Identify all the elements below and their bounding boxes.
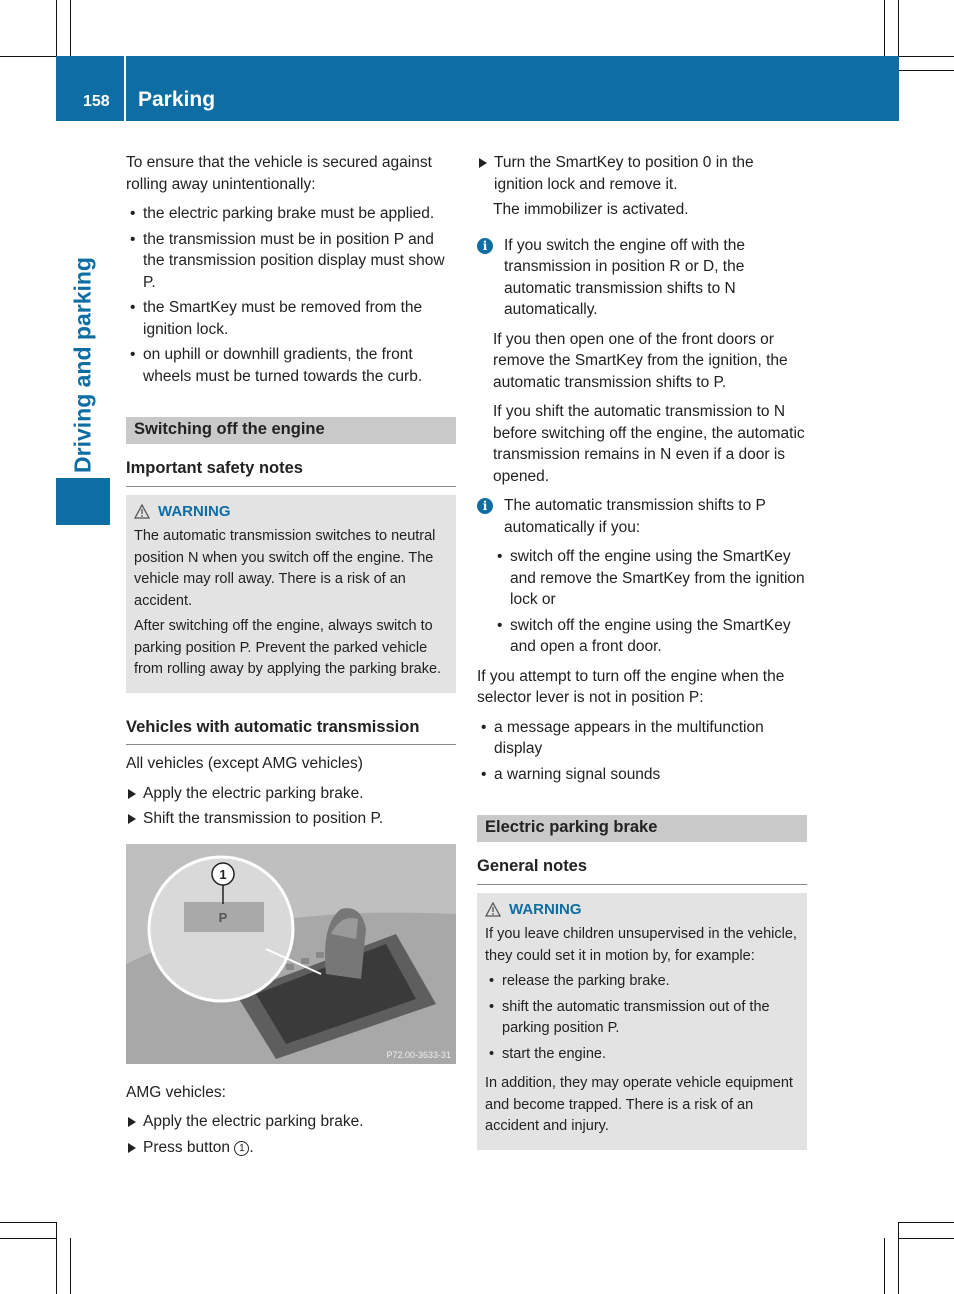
list-item: • switch off the engine using the SmartKey and remove the SmartKey from the ignition lock or	[493, 546, 807, 611]
body-text: If you attempt to turn off the engine when the selector lever is not in position P:	[477, 667, 785, 706]
svg-text:1: 1	[219, 866, 227, 882]
list-item-text: the transmission must be in position P and the transmission position display must show P.	[143, 230, 445, 291]
page-number: 158	[83, 93, 110, 110]
requirements-list	[126, 203, 456, 387]
header-divider	[124, 56, 126, 121]
side-tab-label: Driving and parking	[69, 257, 96, 473]
side-tab-marker	[56, 478, 110, 525]
list-item: • on uphill or downhill gradients, the front wheels must be turned towards the curb.	[126, 344, 456, 387]
warning-icon	[485, 902, 501, 917]
list-item: • start the engine.	[485, 1044, 799, 1066]
body-text: AMG vehicles:	[126, 1083, 226, 1101]
section-heading: Switching off the engine	[126, 417, 456, 444]
svg-text:P72.00-3633-31: P72.00-3633-31	[386, 1049, 451, 1060]
selector-illustration	[126, 844, 456, 1064]
warning-icon	[134, 504, 150, 519]
warning-title: WARNING	[134, 501, 448, 523]
list-item: • switch off the engine using the SmartKey and open a front door.	[493, 615, 807, 658]
info-icon: i	[477, 238, 493, 254]
subsection-heading: Important safety notes	[126, 458, 456, 487]
page-title: Parking	[138, 88, 216, 111]
warning-text: The automatic transmission switches to neutral position N when you switch off the engine. The vehicle may roll away. There is a risk of an accident.	[134, 528, 436, 609]
svg-text:P: P	[218, 909, 228, 925]
left-column	[126, 152, 456, 1162]
intro-text: To ensure that the vehicle is secured against rolling away unintentionally:	[126, 154, 432, 193]
list-item: • a warning signal sounds	[477, 764, 807, 786]
subsection-heading: General notes	[477, 856, 807, 885]
subsection-heading: Vehicles with automatic transmission	[126, 717, 456, 746]
circled-number: 1	[234, 1141, 249, 1156]
warning-title: WARNING	[485, 899, 799, 921]
step-item: Turn the SmartKey to position 0 in the ignition lock and remove it.	[477, 152, 807, 195]
list-item: • shift the automatic transmission out of the parking position P.	[485, 997, 799, 1040]
right-column	[477, 152, 807, 1174]
list-item	[126, 229, 456, 294]
step-item: Apply the electric parking brake.	[126, 783, 456, 805]
warning-text: If you leave children unsupervised in the vehicle, they could set it in motion by, for example:	[485, 926, 797, 964]
info-note: i If you switch the engine off with the transmission in position R or D, the automatic transmission shifts to N automatically. If you then open one of the front doors or remove the SmartKey from the ignition, the automatic transmission shifts to P. If you shift the automatic transmission to N before switching off the engine, the automatic transmission remains in N even if a door is opened.	[477, 235, 807, 488]
info-icon: i	[477, 498, 493, 514]
section-heading: Electric parking brake	[477, 815, 807, 842]
warning-text: After switching off the engine, always switch to parking position P. Prevent the parked vehicle from rolling away by applying the parking brake.	[134, 618, 442, 677]
warning-text: In addition, they may operate vehicle equipment and become trapped. There is a risk of an accident and injury.	[485, 1075, 793, 1134]
body-text: All vehicles (except AMG vehicles)	[126, 755, 363, 772]
gear-selector-photo	[126, 844, 456, 1064]
list-item: • the electric parking brake must be applied.	[126, 203, 456, 225]
step-result: The immobilizer is activated.	[493, 201, 689, 218]
step-item: Press button 1 .	[126, 1137, 456, 1159]
info-note: i The automatic transmission shifts to P automatically if you: • switch off the engine using the SmartKey and remove the SmartKey from the ignition lock or • switch off the engine using the SmartKey and open a front door.	[477, 495, 807, 658]
list-item: • release the parking brake.	[485, 971, 799, 993]
step-item: Apply the electric parking brake.	[126, 1111, 456, 1133]
list-item: • the SmartKey must be removed from the ignition lock.	[126, 297, 456, 340]
warning-box	[477, 893, 807, 1150]
list-item: • a message appears in the multifunction display	[477, 717, 807, 760]
step-item: Shift the transmission to position P.	[126, 808, 456, 830]
warning-box	[126, 495, 456, 693]
